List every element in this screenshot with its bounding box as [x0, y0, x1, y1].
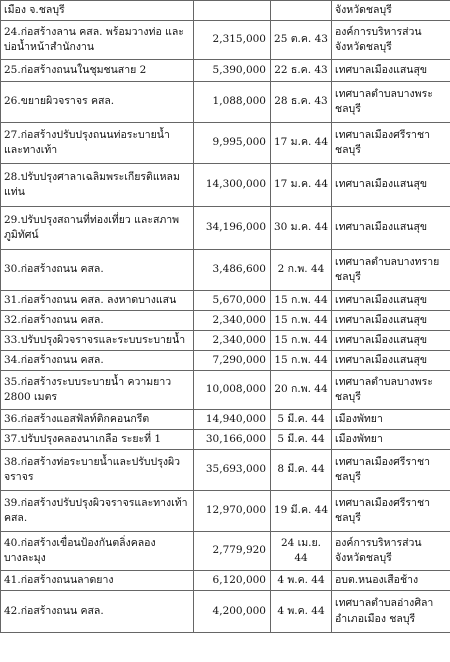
project-name-cell: 30.ก่อสร้างถนน คสล. [1, 250, 194, 291]
amount-cell: 14,300,000 [194, 164, 271, 207]
date-line: 4 พ.ค. 44 [277, 573, 325, 586]
date-cell [271, 430, 332, 450]
table-row [1, 311, 450, 331]
agency-line: เทศบาลเมืองแสนสุข [335, 221, 428, 234]
agency-line: องค์การบริหารส่วน [335, 25, 422, 38]
table-row [1, 591, 450, 633]
agency-cell [332, 21, 450, 60]
date-cell [271, 82, 332, 123]
agency-line: เทศบาลเมืองศรีราชา [335, 455, 430, 468]
project-name-cell: 36.ก่อสร้างแอสฟัลท์ติกคอนกรีต [1, 410, 194, 430]
date-cell [271, 450, 332, 491]
amount-cell: 34,196,000 [194, 207, 271, 250]
date-line: 19 มี.ค. 44 [273, 504, 329, 517]
project-name-cell: 38.ก่อสร้างท่อระบายน้ำและปรับปรุงผิวจราจร [1, 450, 194, 491]
date-line: 25 ต.ค. 43 [274, 33, 328, 46]
date-cell [271, 591, 332, 633]
agency-line: จังหวัดชลบุรี [335, 41, 392, 53]
agency-cell [332, 491, 450, 532]
amount-cell: 2,340,000 [194, 331, 271, 351]
agency-line: เทศบาลเมืองแสนสุข [335, 333, 428, 346]
table-row [1, 331, 450, 351]
agency-line: ชลบุรี [335, 144, 361, 156]
agency-cell [332, 250, 450, 291]
project-name-cell: 35.ก่อสร้างระบบระบายน้ำ ความยาว 2800 เมตร [1, 371, 194, 410]
date-line: 15 ก.พ. 44 [274, 313, 328, 326]
agency-cell [332, 571, 450, 591]
agency-line: เทศบาลเมืองแสนสุข [335, 313, 428, 326]
agency-cell [332, 371, 450, 410]
date-cell [271, 311, 332, 331]
amount-cell: 35,693,000 [194, 450, 271, 491]
date-cell [271, 351, 332, 371]
agency-line: เทศบาลเมืองศรีราชา [335, 496, 430, 509]
date-line: 5 มี.ค. 44 [277, 412, 325, 425]
date-line: 44 [294, 552, 308, 564]
amount-cell: 30,166,000 [194, 430, 271, 450]
date-cell [271, 331, 332, 351]
table-header-row [1, 1, 450, 21]
amount-cell: 5,390,000 [194, 60, 271, 82]
project-name-cell: 37.ปรับปรุงคลองนาเกลือ ระยะที่ 1 [1, 430, 194, 450]
date-cell [271, 371, 332, 410]
date-line: 15 ก.พ. 44 [274, 333, 328, 346]
amount-cell: 2,315,000 [194, 21, 271, 60]
agency-cell [332, 450, 450, 491]
agency-line: เทศบาลเมืองแสนสุข [335, 353, 428, 366]
agency-line: เทศบาลเมืองแสนสุข [335, 178, 428, 191]
table-row [1, 21, 450, 60]
date-cell [271, 21, 332, 60]
agency-line: จังหวัดชลบุรี [335, 552, 392, 564]
date-line: 4 พ.ค. 44 [277, 604, 325, 617]
date-line: 22 ธ.ค. 43 [274, 63, 328, 76]
amount-cell: 4,200,000 [194, 591, 271, 633]
amount-cell: 5,670,000 [194, 291, 271, 311]
project-name-cell: 24.ก่อสร้างลาน คสล. พร้อมวางท่อ และบ่อน้ำหน้าสำนักงาน [1, 21, 194, 60]
table-row [1, 60, 450, 82]
agency-line: องค์การบริหารส่วน [335, 536, 422, 549]
agency-line: เทศบาลเมืองศรีราชา [335, 128, 430, 141]
table-row [1, 123, 450, 164]
amount-cell: 9,995,000 [194, 123, 271, 164]
amount-cell: 12,970,000 [194, 491, 271, 532]
agency-line: เทศบาลตำบลบางพระ [335, 87, 433, 100]
date-line: 15 ก.พ. 44 [274, 353, 328, 366]
date-line: 28 ธ.ค. 43 [274, 95, 328, 108]
amount-cell: 10,008,000 [194, 371, 271, 410]
table-row [1, 371, 450, 410]
agency-cell [332, 207, 450, 250]
table-row [1, 532, 450, 571]
header-date-cell [271, 1, 332, 21]
agency-line: เทศบาลตำบลอ่างศิลา [335, 597, 434, 610]
table-row [1, 430, 450, 450]
header-agency-cell: จังหวัดชลบุรี [332, 1, 450, 21]
date-cell [271, 571, 332, 591]
agency-line: ชลบุรี [335, 512, 361, 524]
date-line: 30 ม.ค. 44 [273, 221, 329, 234]
header-amount-cell [194, 1, 271, 21]
date-cell [271, 164, 332, 207]
agency-line: เทศบาลตำบลบางพระ [335, 375, 433, 388]
date-cell [271, 532, 332, 571]
agency-line: เมืองพัทยา [335, 432, 383, 445]
date-line: 2 ก.พ. 44 [277, 263, 325, 276]
table-row [1, 82, 450, 123]
project-name-cell: 33.ปรับปรุงผิวจราจรและระบบระบายน้ำ [1, 331, 194, 351]
project-name-cell: 34.ก่อสร้างถนน คสล. [1, 351, 194, 371]
agency-line: เทศบาลเมืองแสนสุข [335, 293, 428, 306]
agency-line: เทศบาลตำบลบางทราย [335, 255, 440, 268]
table-row [1, 164, 450, 207]
date-line: 24 เม.ย. [280, 536, 322, 549]
table-row [1, 250, 450, 291]
amount-cell: 14,940,000 [194, 410, 271, 430]
agency-line: ชลบุรี [335, 271, 361, 283]
date-cell [271, 123, 332, 164]
amount-cell: 6,120,000 [194, 571, 271, 591]
project-name-cell: 39.ก่อสร้างปรับปรุงผิวจราจรและทางเท้า คสล. [1, 491, 194, 532]
agency-cell [332, 430, 450, 450]
date-cell [271, 207, 332, 250]
project-name-cell: 28.ปรับปรุงศาลาเฉลิมพระเกียรติแหลมแท่น [1, 164, 194, 207]
table-row [1, 571, 450, 591]
date-line: 17 ม.ค. 44 [273, 136, 329, 149]
date-cell [271, 410, 332, 430]
agency-line: ชลบุรี [335, 391, 361, 403]
date-cell [271, 291, 332, 311]
amount-cell: 2,340,000 [194, 311, 271, 331]
agency-cell [332, 410, 450, 430]
table-row [1, 207, 450, 250]
amount-cell: 7,290,000 [194, 351, 271, 371]
table-row [1, 491, 450, 532]
amount-cell: 1,088,000 [194, 82, 271, 123]
agency-cell [332, 591, 450, 633]
date-line: 5 มี.ค. 44 [277, 432, 325, 445]
agency-cell [332, 164, 450, 207]
date-cell [271, 491, 332, 532]
table-row [1, 410, 450, 430]
project-name-cell: 26.ขยายผิวจราจร คสล. [1, 82, 194, 123]
agency-line: เทศบาลเมืองแสนสุข [335, 63, 428, 76]
agency-line: ชลบุรี [335, 103, 361, 115]
agency-line: ชลบุรี [335, 471, 361, 483]
date-line: 8 มี.ค. 44 [277, 463, 325, 476]
date-cell [271, 60, 332, 82]
table-row [1, 450, 450, 491]
project-name-cell: 27.ก่อสร้างปรับปรุงถนนท่อระบายน้ำ และทางเท้า [1, 123, 194, 164]
date-cell [271, 250, 332, 291]
amount-cell: 2,779,920 [194, 532, 271, 571]
project-name-cell: 41.ก่อสร้างถนนลาดยาง [1, 571, 194, 591]
agency-cell [332, 351, 450, 371]
agency-line: อำเภอเมือง ชลบุรี [335, 612, 416, 625]
date-line: 20 ก.พ. 44 [274, 383, 328, 396]
agency-cell [332, 331, 450, 351]
amount-cell: 3,486,600 [194, 250, 271, 291]
project-name-cell: 25.ก่อสร้างถนนในชุมชนสาย 2 [1, 60, 194, 82]
agency-cell [332, 291, 450, 311]
agency-cell [332, 311, 450, 331]
agency-cell [332, 82, 450, 123]
project-name-cell: 31.ก่อสร้างถนน คสล. ลงหาดบางแสน [1, 291, 194, 311]
agency-line: อบต.หนองเสือช้าง [335, 573, 419, 586]
project-table-body [1, 1, 450, 633]
agency-cell [332, 60, 450, 82]
header-project-cell: เมือง จ.ชลบุรี [1, 1, 194, 21]
agency-line: เมืองพัทยา [335, 412, 383, 425]
table-row [1, 351, 450, 371]
project-name-cell: 40.ก่อสร้างเขื่อนป้องกันตลิ่งคลองบางละมุง [1, 532, 194, 571]
date-line: 15 ก.พ. 44 [274, 293, 328, 306]
date-line: 17 ม.ค. 44 [273, 178, 329, 191]
project-name-cell: 32.ก่อสร้างถนน คสล. [1, 311, 194, 331]
agency-cell [332, 532, 450, 571]
agency-cell [332, 123, 450, 164]
table-row [1, 291, 450, 311]
project-name-cell: 29.ปรับปรุงสถานที่ท่องเที่ยว และสภาพภูมิทัศน์ [1, 207, 194, 250]
project-name-cell: 42.ก่อสร้างถนน คสล. [1, 591, 194, 633]
